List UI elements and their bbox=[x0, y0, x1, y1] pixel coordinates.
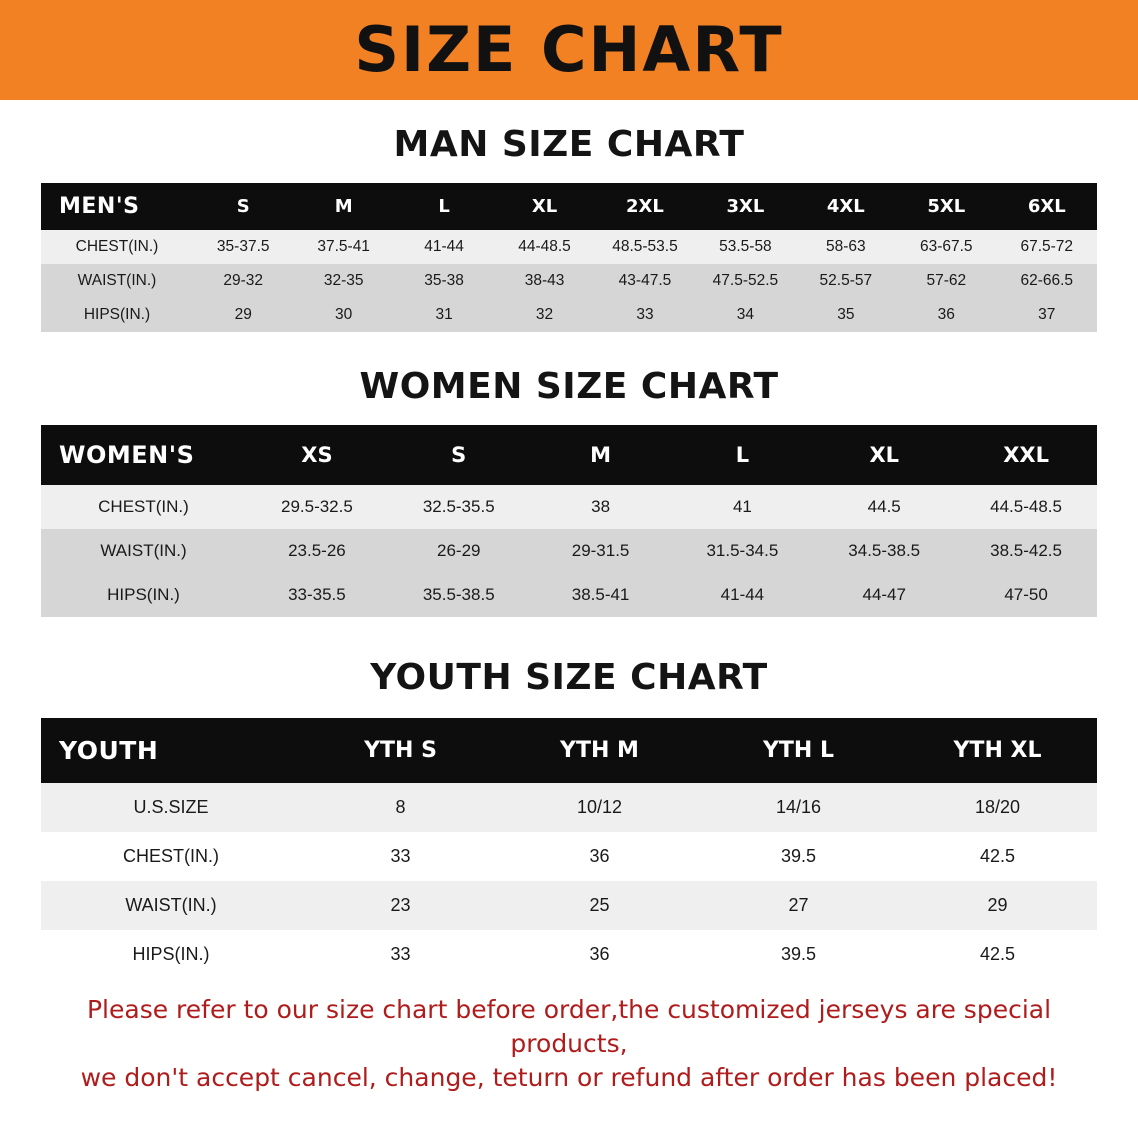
column-header: S bbox=[193, 183, 293, 230]
table-cell: 53.5-58 bbox=[695, 230, 795, 264]
youth-section-title: YOUTH SIZE CHART bbox=[370, 657, 768, 698]
table-cell: 14/16 bbox=[699, 783, 898, 832]
column-header: XS bbox=[246, 425, 388, 485]
women-size-table-wrap bbox=[41, 425, 1097, 617]
table-cell: 62-66.5 bbox=[997, 264, 1098, 298]
man-section-title: MAN SIZE CHART bbox=[393, 124, 745, 165]
table-cell: 39.5 bbox=[699, 832, 898, 881]
table-cell: 32.5-35.5 bbox=[388, 485, 530, 529]
table-cell: 33-35.5 bbox=[246, 573, 388, 617]
table-cell: 36 bbox=[896, 298, 996, 332]
policy-note-line-2: we don't accept cancel, change, teturn or refund after order has been placed! bbox=[80, 1063, 1058, 1092]
column-header: YTH S bbox=[301, 718, 500, 783]
table-row bbox=[41, 230, 1097, 264]
table-cell: 33 bbox=[301, 832, 500, 881]
table-cell: 42.5 bbox=[898, 930, 1097, 979]
column-header: 5XL bbox=[896, 183, 996, 230]
row-label: WAIST(IN.) bbox=[41, 529, 246, 573]
column-header: M bbox=[293, 183, 393, 230]
table-cell: 38 bbox=[530, 485, 672, 529]
women-size-table bbox=[41, 425, 1097, 617]
column-header: YTH M bbox=[500, 718, 699, 783]
table-row bbox=[41, 529, 1097, 573]
policy-note-line-1: Please refer to our size chart before order,the customized jerseys are special products, bbox=[86, 995, 1052, 1058]
table-cell: 36 bbox=[500, 930, 699, 979]
table-cell: 63-67.5 bbox=[896, 230, 996, 264]
table-cell: 37.5-41 bbox=[293, 230, 393, 264]
page-banner bbox=[0, 0, 1138, 100]
column-header: 6XL bbox=[997, 183, 1098, 230]
table-cell: 41-44 bbox=[394, 230, 494, 264]
table-cell: 44.5 bbox=[813, 485, 955, 529]
row-label: WAIST(IN.) bbox=[41, 264, 193, 298]
table-cell: 31.5-34.5 bbox=[671, 529, 813, 573]
row-label: CHEST(IN.) bbox=[41, 832, 301, 881]
table-cell: 8 bbox=[301, 783, 500, 832]
table-cell: 38.5-42.5 bbox=[955, 529, 1097, 573]
table-cell: 29-31.5 bbox=[530, 529, 672, 573]
table-row bbox=[41, 832, 1097, 881]
table-cell: 32 bbox=[494, 298, 594, 332]
table-cell: 35-37.5 bbox=[193, 230, 293, 264]
column-header: YTH L bbox=[699, 718, 898, 783]
table-cell: 26-29 bbox=[388, 529, 530, 573]
table-cell: 38.5-41 bbox=[530, 573, 672, 617]
youth-size-table bbox=[41, 718, 1097, 979]
table-row bbox=[41, 930, 1097, 979]
table-cell: 48.5-53.5 bbox=[595, 230, 695, 264]
table-cell: 41-44 bbox=[671, 573, 813, 617]
table-cell: 32-35 bbox=[293, 264, 393, 298]
table-cell: 29 bbox=[898, 881, 1097, 930]
table-row bbox=[41, 783, 1097, 832]
table-cell: 58-63 bbox=[796, 230, 896, 264]
column-header: YTH XL bbox=[898, 718, 1097, 783]
table-cell: 31 bbox=[394, 298, 494, 332]
table-cell: 57-62 bbox=[896, 264, 996, 298]
table-cell: 27 bbox=[699, 881, 898, 930]
column-header: L bbox=[394, 183, 494, 230]
table-row bbox=[41, 485, 1097, 529]
table-cell: 33 bbox=[301, 930, 500, 979]
row-label: U.S.SIZE bbox=[41, 783, 301, 832]
table-cell: 44-48.5 bbox=[494, 230, 594, 264]
table-header-row bbox=[41, 183, 1097, 230]
column-header: 4XL bbox=[796, 183, 896, 230]
row-label: HIPS(IN.) bbox=[41, 573, 246, 617]
table-cell: 34.5-38.5 bbox=[813, 529, 955, 573]
table-cell: 30 bbox=[293, 298, 393, 332]
table-row bbox=[41, 573, 1097, 617]
youth-size-table-wrap bbox=[41, 718, 1097, 979]
table-cell: 29 bbox=[193, 298, 293, 332]
man-size-table bbox=[41, 183, 1097, 332]
table-header-row bbox=[41, 718, 1097, 783]
column-header: 2XL bbox=[595, 183, 695, 230]
column-header: MEN'S bbox=[41, 183, 193, 230]
table-cell: 23 bbox=[301, 881, 500, 930]
table-cell: 41 bbox=[671, 485, 813, 529]
row-label: HIPS(IN.) bbox=[41, 298, 193, 332]
column-header: YOUTH bbox=[41, 718, 301, 783]
table-cell: 33 bbox=[595, 298, 695, 332]
column-header: M bbox=[530, 425, 672, 485]
table-cell: 47-50 bbox=[955, 573, 1097, 617]
table-cell: 39.5 bbox=[699, 930, 898, 979]
man-size-table-wrap bbox=[41, 183, 1097, 332]
table-cell: 42.5 bbox=[898, 832, 1097, 881]
column-header: 3XL bbox=[695, 183, 795, 230]
table-cell: 52.5-57 bbox=[796, 264, 896, 298]
row-label: CHEST(IN.) bbox=[41, 230, 193, 264]
table-cell: 44.5-48.5 bbox=[955, 485, 1097, 529]
row-label: HIPS(IN.) bbox=[41, 930, 301, 979]
row-label: WAIST(IN.) bbox=[41, 881, 301, 930]
table-cell: 67.5-72 bbox=[997, 230, 1098, 264]
table-cell: 37 bbox=[997, 298, 1098, 332]
table-cell: 25 bbox=[500, 881, 699, 930]
table-cell: 23.5-26 bbox=[246, 529, 388, 573]
table-cell: 29.5-32.5 bbox=[246, 485, 388, 529]
column-header: XXL bbox=[955, 425, 1097, 485]
table-cell: 38-43 bbox=[494, 264, 594, 298]
table-cell: 35 bbox=[796, 298, 896, 332]
table-row bbox=[41, 298, 1097, 332]
table-cell: 29-32 bbox=[193, 264, 293, 298]
column-header: XL bbox=[813, 425, 955, 485]
column-header: XL bbox=[494, 183, 594, 230]
women-section-title: WOMEN SIZE CHART bbox=[359, 366, 779, 407]
table-cell: 35-38 bbox=[394, 264, 494, 298]
table-cell: 34 bbox=[695, 298, 795, 332]
table-cell: 10/12 bbox=[500, 783, 699, 832]
table-row bbox=[41, 264, 1097, 298]
table-row bbox=[41, 881, 1097, 930]
table-header-row bbox=[41, 425, 1097, 485]
page-title: SIZE CHART bbox=[354, 13, 784, 86]
table-cell: 36 bbox=[500, 832, 699, 881]
table-cell: 44-47 bbox=[813, 573, 955, 617]
table-cell: 43-47.5 bbox=[595, 264, 695, 298]
table-cell: 35.5-38.5 bbox=[388, 573, 530, 617]
policy-note bbox=[41, 993, 1097, 1095]
column-header: L bbox=[671, 425, 813, 485]
column-header: WOMEN'S bbox=[41, 425, 246, 485]
column-header: S bbox=[388, 425, 530, 485]
row-label: CHEST(IN.) bbox=[41, 485, 246, 529]
table-cell: 18/20 bbox=[898, 783, 1097, 832]
table-cell: 47.5-52.5 bbox=[695, 264, 795, 298]
